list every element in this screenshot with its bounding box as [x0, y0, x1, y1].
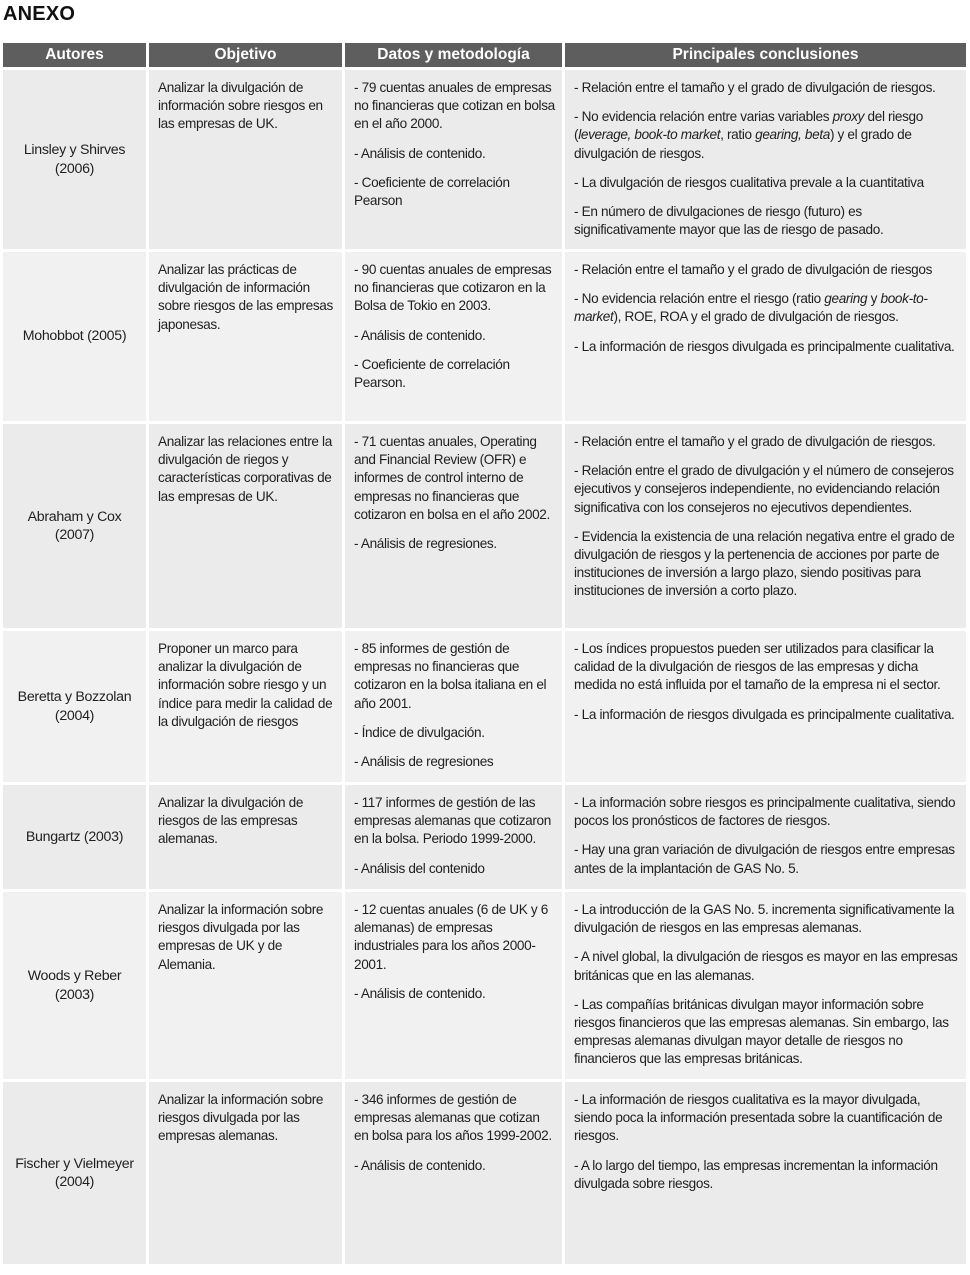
objective-cell: Proponer un marco para analizar la divulgación de información sobre riesgo y un índice para medir la calidad de la divulgación de riesgos [149, 631, 342, 782]
page-title: ANEXO [3, 3, 76, 25]
conclusion-item: - A lo largo del tiempo, las empresas incrementan la información divulgada sobre riesgos. [574, 1157, 938, 1191]
italic-term: leverage, book-to market [578, 127, 721, 143]
methodology-cell [345, 631, 562, 782]
conclusion-item: - La información de riesgos divulgada es principalmente cualitativa. [574, 338, 955, 354]
text-segment: ), ROE, ROA y el grado de divulgación de riesgos. [613, 309, 899, 325]
table-row [3, 252, 966, 421]
table-body [3, 70, 966, 1264]
author-cell: Bungartz (2003) [3, 785, 146, 889]
table-row [3, 785, 966, 889]
objective-cell: Analizar la divulgación de riesgos de las empresas alemanas. [149, 785, 342, 889]
table-row [3, 424, 966, 628]
text-segment: - No evidencia relación entre el riesgo (ratio [574, 291, 825, 307]
conclusions-cell [565, 631, 966, 782]
conclusions-cell [565, 70, 966, 249]
conclusion-item [574, 108, 960, 163]
conclusion-item: - Relación entre el tamaño y el grado de divulgación de riesgos. [574, 80, 936, 95]
conclusion-item: - Evidencia la existencia de una relación negativa entre el grado de divulgación de riesgos y la pertenencia de acciones por parte de instituciones de inversión a largo plazo, siendo positivas para instituciones de inversión a corto plazo. [574, 528, 955, 599]
text-segment: , ratio [720, 127, 756, 143]
methodology-item: - Coeficiente de correlación Pearson [354, 174, 510, 209]
table-row [3, 70, 966, 249]
methodology-item: - Análisis del contenido [354, 860, 485, 876]
methodology-item: - Análisis de contenido. [354, 985, 486, 1001]
author-cell: Abraham y Cox (2007) [3, 424, 146, 628]
table-row [3, 631, 966, 782]
column-header-autores: Autores [3, 43, 146, 67]
conclusion-item: - En número de divulgaciones de riesgo (futuro) es significativamente mayor que las de riesgo de pasado. [574, 204, 884, 238]
methodology-item: - Análisis de contenido. [354, 145, 486, 161]
conclusion-item: - A nivel global, la divulgación de riesgos es mayor en las empresas británicas que en las alemanas. [574, 949, 958, 983]
text-segment: ) y el grado de divulgación de riesgos. [574, 127, 912, 161]
column-header-datos: Datos y metodología [345, 43, 562, 67]
conclusions-cell [565, 424, 966, 628]
methodology-item: - Coeficiente de correlación Pearson. [354, 356, 510, 391]
methodology-cell [345, 892, 562, 1079]
conclusion-item: - La información de riesgos cualitativa es la mayor divulgada, siendo poca la información presentada sobre la cuantificación de riesgos. [574, 1092, 943, 1144]
conclusion-item: - Los índices propuestos pueden ser utilizados para clasificar la calidad de la divulgación de riesgos de las empresas y dicha medida no está influida por el tamaño de la empresa ni el sector. [574, 641, 941, 693]
table-header-row [3, 43, 966, 67]
conclusion-item: - Relación entre el tamaño y el grado de divulgación de riesgos. [574, 434, 936, 449]
objective-cell: Analizar las prácticas de divulgación de información sobre riesgos de las empresas japonesas. [149, 252, 342, 421]
objective-cell: Analizar la información sobre riesgos divulgada por las empresas alemanas. [149, 1082, 342, 1264]
conclusion-item: - Las compañías británicas divulgan mayor información sobre riesgos financieros que las empresas alemanas. Sin embargo, las empresas alemanas divulgan mayor detalle de riesgos no financieros que las empresas británicas. [574, 996, 949, 1067]
conclusion-item: - Relación entre el grado de divulgación y el número de consejeros ejecutivos y consejeros independiente, no evidenciando relación significativa con los consejeros no ejecutivos dependientes. [574, 463, 954, 515]
conclusion-item: - La información sobre riesgos es principalmente cualitativa, siendo pocos los pronósticos de factores de riesgos. [574, 795, 956, 829]
methodology-item: - Análisis de contenido. [354, 327, 486, 343]
text-segment: - No evidencia relación entre varias variables [574, 109, 833, 125]
methodology-cell [345, 785, 562, 889]
conclusion-item [574, 290, 960, 326]
methodology-item: - 90 cuentas anuales de empresas no financieras que cotizaron en la Bolsa de Tokio en 2003. [354, 262, 552, 314]
objective-cell: Analizar la divulgación de información sobre riesgos en las empresas de UK. [149, 70, 342, 249]
conclusions-cell [565, 785, 966, 889]
table-row [3, 892, 966, 1079]
objective-cell: Analizar las relaciones entre la divulgación de riegos y características corporativas de las empresas de UK. [149, 424, 342, 628]
methodology-item: - Análisis de regresiones [354, 754, 494, 770]
conclusions-cell [565, 252, 966, 421]
methodology-item: - 346 informes de gestión de empresas alemanas que cotizan en bolsa para los años 1999-2002. [354, 1092, 552, 1144]
italic-term: book-to-market [574, 291, 928, 325]
author-cell: Woods y Reber (2003) [3, 892, 146, 1079]
conclusion-item: - La información de riesgos divulgada es principalmente cualitativa. [574, 706, 955, 722]
conclusion-item: - Relación entre el tamaño y el grado de divulgación de riesgos [574, 262, 933, 277]
author-cell: Beretta y Bozzolan (2004) [3, 631, 146, 782]
text-segment: del riesgo ( [574, 109, 923, 143]
methodology-item: - 12 cuentas anuales (6 de UK y 6 alemanas) de empresas industriales para los años 2000-2001. [354, 902, 548, 972]
methodology-item: - Análisis de contenido. [354, 1157, 486, 1173]
methodology-item: - Análisis de regresiones. [354, 536, 497, 552]
conclusion-item: - Hay una gran variación de divulgación de riesgos entre empresas antes de la implantación de GAS No. 5. [574, 842, 955, 876]
author-cell: Mohobbot (2005) [3, 252, 146, 421]
conclusion-item: - La introducción de la GAS No. 5. incrementa significativamente la divulgación de riesgos en las empresas alemanas. [574, 902, 955, 936]
methodology-item: - 85 informes de gestión de empresas no financieras que cotizaron en la bolsa italiana en el año 2001. [354, 641, 547, 711]
methodology-cell [345, 424, 562, 628]
italic-term: gearing [824, 291, 868, 307]
methodology-cell [345, 1082, 562, 1264]
methodology-item: - Índice de divulgación. [354, 724, 485, 740]
conclusion-item: - La divulgación de riesgos cualitativa prevale a la cuantitativa [574, 174, 924, 190]
author-cell: Fischer y Vielmeyer (2004) [3, 1082, 146, 1264]
methodology-item: - 117 informes de gestión de las empresas alemanas que cotizaron en la bolsa. Periodo 1999-2000. [354, 795, 551, 847]
column-header-objetivo: Objetivo [149, 43, 342, 67]
methodology-item: - 71 cuentas anuales, Operating and Financial Review (OFR) e informes de control interno de empresas no financieras que cotizaron en bolsa en el año 2002. [354, 434, 550, 522]
italic-term: proxy [832, 109, 865, 125]
conclusions-cell [565, 892, 966, 1079]
annex-table [0, 40, 969, 1267]
objective-cell: Analizar la información sobre riesgos divulgada por las empresas de UK y de Alemania. [149, 892, 342, 1079]
table-row [3, 1082, 966, 1264]
author-cell: Linsley y Shirves (2006) [3, 70, 146, 249]
conclusions-cell [565, 1082, 966, 1264]
methodology-cell [345, 70, 562, 249]
italic-term: gearing, beta [755, 127, 830, 143]
methodology-item: - 79 cuentas anuales de empresas no financieras que cotizan en bolsa en el año 2000. [354, 80, 555, 132]
column-header-conclusiones: Principales conclusiones [565, 43, 966, 67]
methodology-cell [345, 252, 562, 421]
text-segment: y [867, 291, 881, 307]
